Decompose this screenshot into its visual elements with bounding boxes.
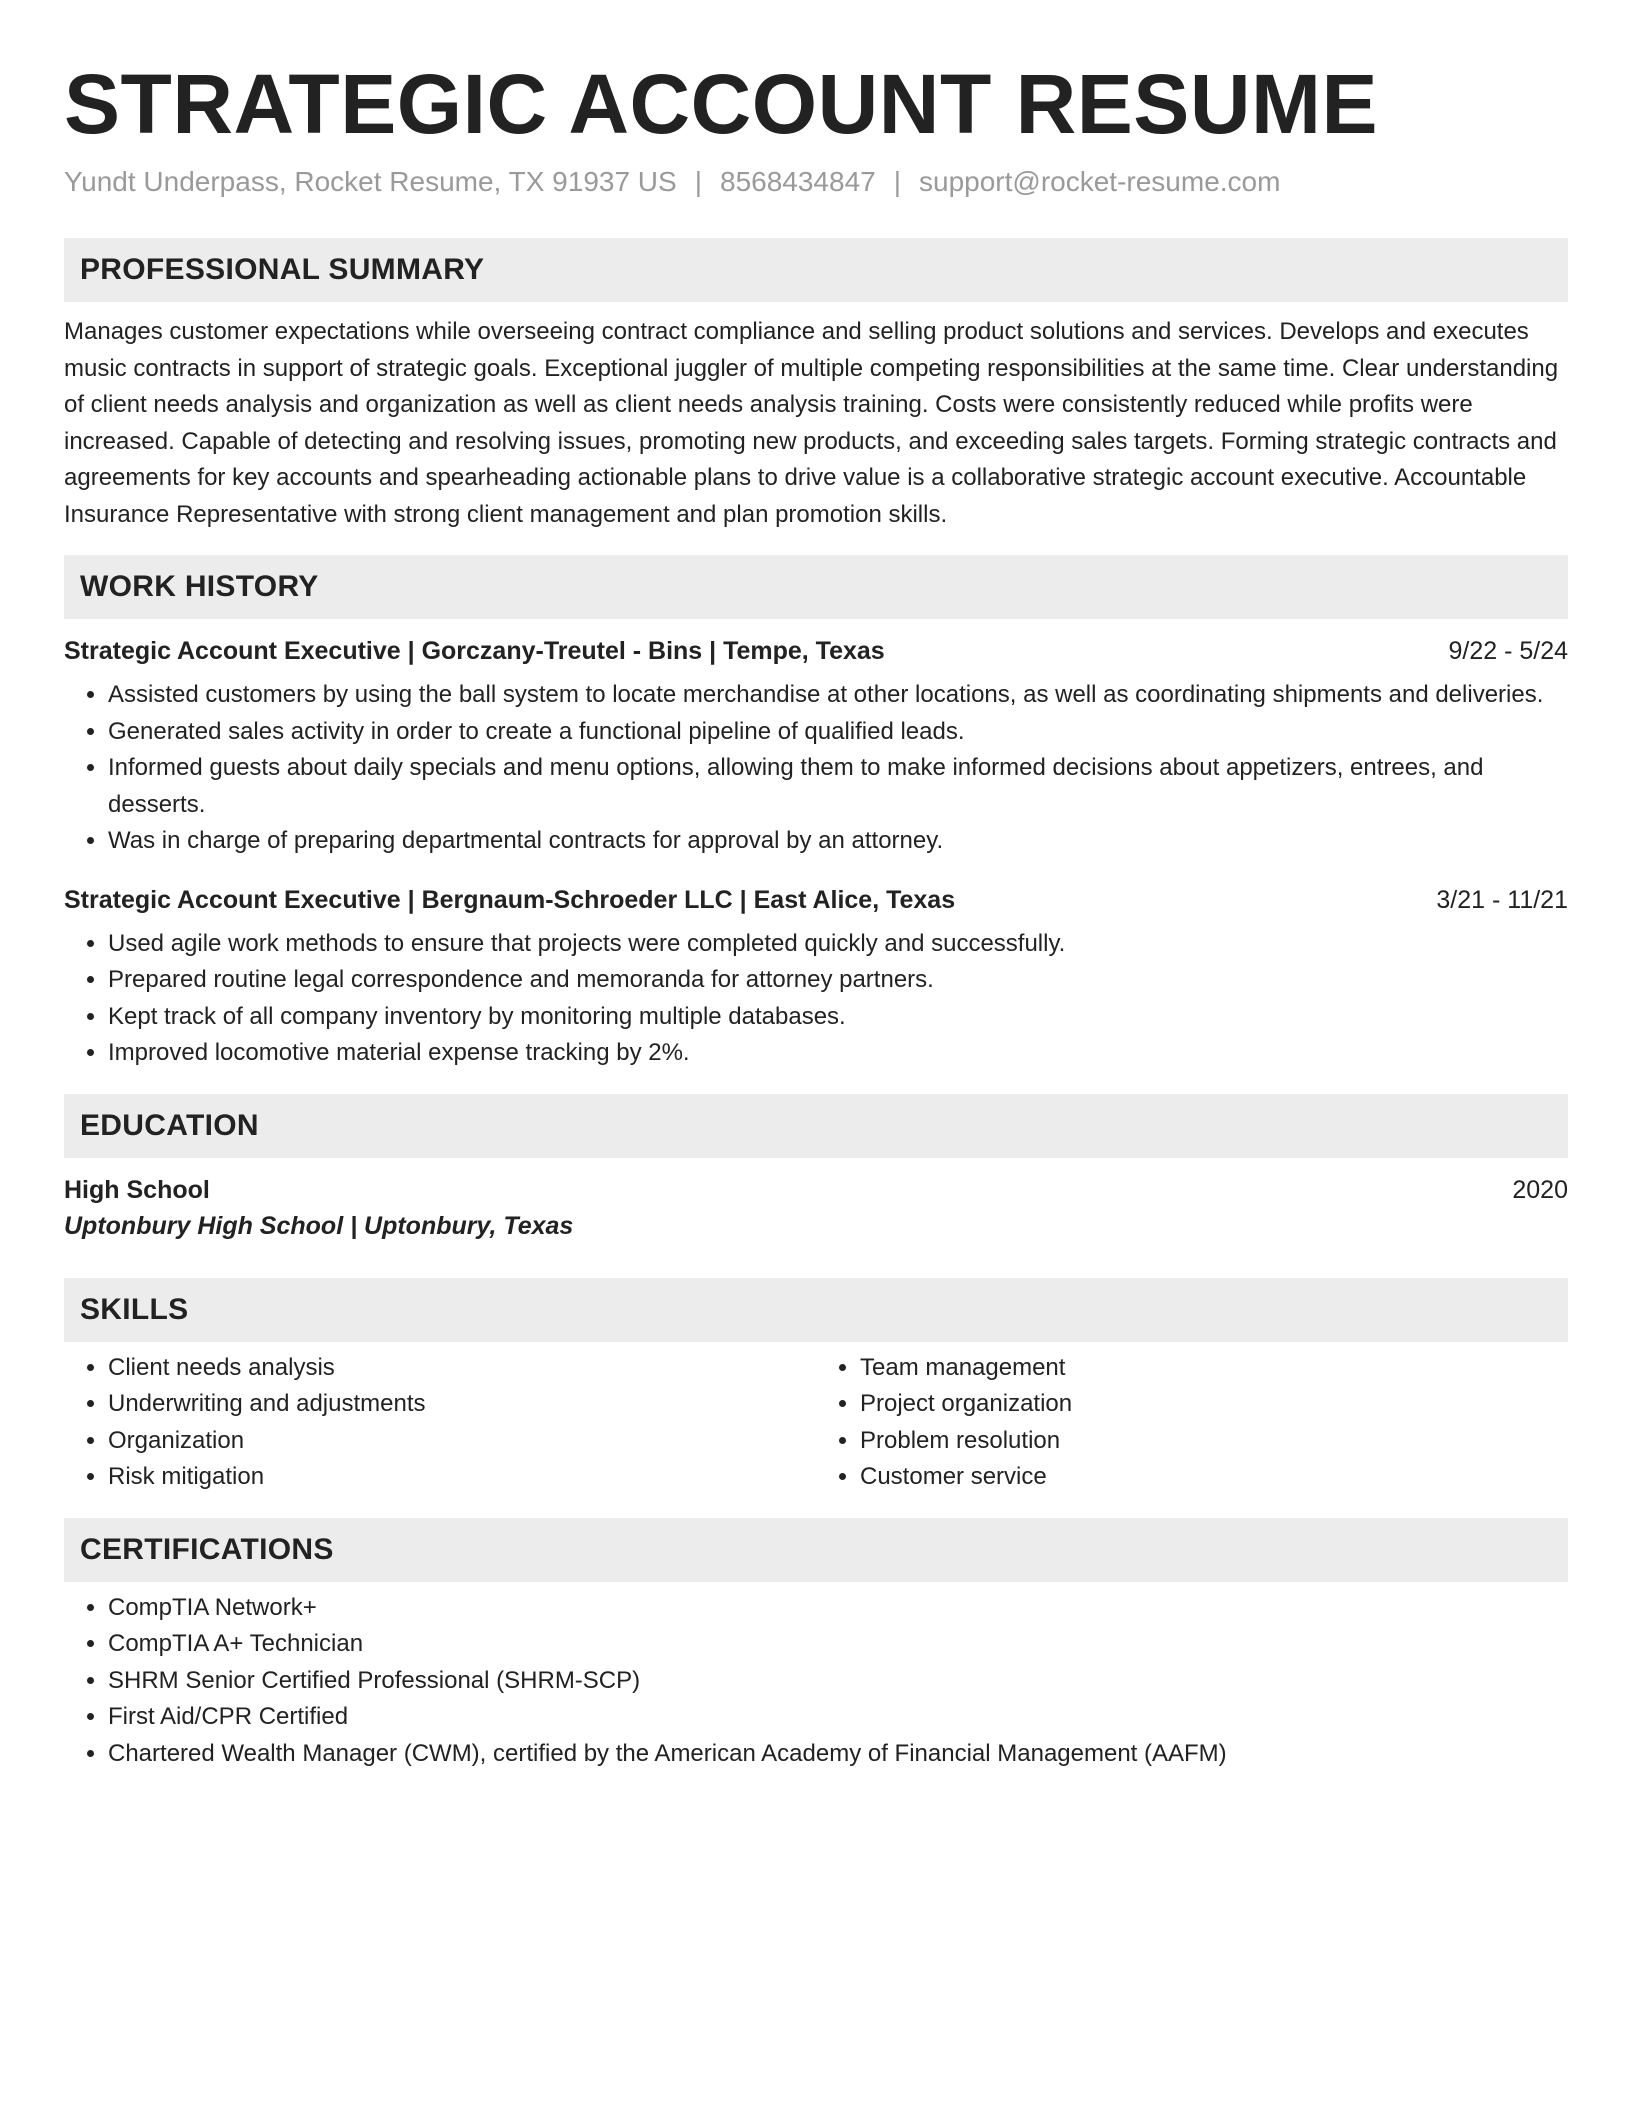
list-item: • Risk mitigation [108,1459,816,1496]
certifications-list [64,1590,1568,1773]
address: Yundt Underpass, Rocket Resume, TX 91937 US [64,166,677,197]
list-item: • Assisted customers by using the ball system to locate merchandise at other locations, as well as coordinating shipments and deliveries. [108,677,1568,714]
contact-line [64,164,1568,200]
list-item: • Project organization [860,1386,1568,1423]
list-item: • Used agile work methods to ensure that projects were completed quickly and successfully. [108,926,1568,963]
job-header [64,882,1568,918]
education-school: Uptonbury High School | Uptonbury, Texas [64,1211,574,1240]
list-item: • CompTIA Network+ [108,1590,1568,1627]
summary-text: Manages customer expectations while overseeing contract compliance and selling product solutions and services. Develops and executes music contracts in support of strategic goals. Exceptional juggler of multiple competing responsibilities at the same time. Clear understanding of client needs analysis and organization as well as client needs analysis training. Costs were consistently reduced while profits were increased. Capable of detecting and resolving issues, promoting new products, and exceeding sales targets. Forming strategic contracts and agreements for key accounts and spearheading actionable plans to drive value is a collaborative strategic account executive. Accountable Insurance Representative with strong client management and plan promotion skills. [64,318,1559,528]
list-item: • CompTIA A+ Technician [108,1626,1568,1663]
section-header-certifications: CERTIFICATIONS [64,1518,1568,1582]
job-bullets [64,677,1568,860]
list-item: • Informed guests about daily specials and menu options, allowing them to make informed decisions about appetizers, entrees, and desserts. [108,750,1568,823]
resume-title: STRATEGIC ACCOUNT RESUME [64,57,1378,151]
separator: | [893,166,902,197]
list-item: • Prepared routine legal correspondence and memoranda for attorney partners. [108,962,1568,999]
list-item: • Underwriting and adjustments [108,1386,816,1423]
section-header-work-history: WORK HISTORY [64,555,1568,619]
list-item: • Was in charge of preparing departmental contracts for approval by an attorney. [108,823,1568,860]
list-item: • Organization [108,1423,816,1460]
list-item: • Kept track of all company inventory by monitoring multiple databases. [108,999,1568,1036]
job-header [64,633,1568,669]
list-item: • Problem resolution [860,1423,1568,1460]
list-item: • Client needs analysis [108,1350,816,1387]
education-header [64,1172,1568,1208]
job-title: Strategic Account Executive | Bergnaum-Schroeder LLC | East Alice, Texas [64,885,956,914]
phone: 8568434847 [720,166,876,197]
skills-grid [64,1342,1568,1496]
section-header-skills: SKILLS [64,1278,1568,1342]
education-degree: High School [64,1175,210,1204]
job-bullets [64,926,1568,1072]
list-item: • Chartered Wealth Manager (CWM), certified by the American Academy of Financial Management (AAFM) [108,1736,1568,1773]
education-year: 2020 [1512,1175,1568,1204]
skills-list-right [816,1350,1568,1496]
list-item: • Customer service [860,1459,1568,1496]
section-header-summary: PROFESSIONAL SUMMARY [64,238,1568,302]
education-entry [64,1172,1568,1244]
separator: | [694,166,702,197]
section-header-education: EDUCATION [64,1094,1568,1158]
job-entry [64,882,1568,1072]
skills-list-left [64,1350,816,1496]
list-item: • First Aid/CPR Certified [108,1699,1568,1736]
job-dates: 9/22 - 5/24 [1448,637,1568,665]
job-dates: 3/21 - 11/21 [1436,885,1568,914]
list-item: • SHRM Senior Certified Professional (SHRM-SCP) [108,1663,1568,1700]
job-title: Strategic Account Executive | Gorczany-Treutel - Bins | Tempe, Texas [64,637,885,665]
list-item: • Team management [860,1350,1568,1387]
email: support@rocket-resume.com [919,166,1281,197]
job-entry [64,633,1568,860]
list-item: • Generated sales activity in order to create a functional pipeline of qualified leads. [108,714,1568,751]
list-item: • Improved locomotive material expense tracking by 2%. [108,1035,1568,1072]
